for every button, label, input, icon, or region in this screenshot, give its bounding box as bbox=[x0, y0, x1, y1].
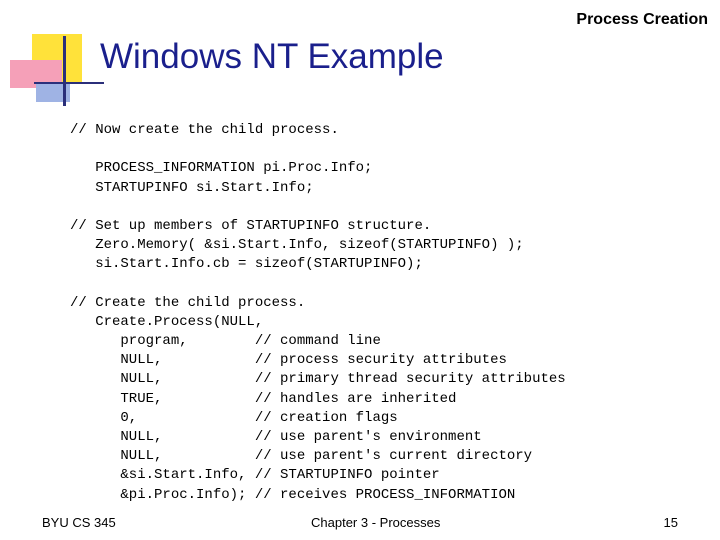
code-line: Zero.Memory( &si.Start.Info, sizeof(STARTUPINFO) ); bbox=[70, 237, 524, 254]
code-line bbox=[70, 275, 566, 294]
code-line: &pi.Proc.Info); // receives PROCESS_INFORMATION bbox=[70, 486, 516, 503]
code-block bbox=[70, 121, 566, 505]
vertical-rule bbox=[63, 36, 66, 106]
code-line: NULL, // use parent's environment bbox=[70, 429, 482, 445]
code-line: NULL, // primary thread security attributes bbox=[70, 371, 566, 388]
code-line: TRUE, // handles are inherited bbox=[70, 390, 457, 407]
code-line: &si.Start.Info, // STARTUPINFO pointer bbox=[70, 467, 440, 484]
horizontal-rule bbox=[34, 82, 104, 84]
slide-title: Windows NT Example bbox=[100, 37, 444, 76]
footer-course: BYU CS 345 bbox=[42, 515, 116, 530]
code-line bbox=[70, 140, 566, 159]
decorative-logo bbox=[0, 0, 110, 110]
code-line bbox=[70, 198, 566, 217]
code-line: // Set up members of STARTUPINFO structure. bbox=[70, 217, 432, 234]
page-number: 15 bbox=[663, 515, 678, 530]
code-line: NULL, // use parent's current directory bbox=[70, 448, 533, 465]
code-line: Create.Process(NULL, bbox=[70, 313, 264, 330]
code-line: program, // command line bbox=[70, 333, 381, 350]
code-line: NULL, // process security attributes bbox=[70, 352, 507, 369]
code-line: PROCESS_INFORMATION pi.Proc.Info; bbox=[70, 160, 373, 177]
code-line: si.Start.Info.cb = sizeof(STARTUPINFO); bbox=[70, 256, 423, 273]
code-line: // Create the child process. bbox=[70, 294, 306, 311]
code-line: // Now create the child process. bbox=[70, 122, 339, 138]
footer-chapter: Chapter 3 - Processes bbox=[311, 515, 441, 530]
section-label: Process Creation bbox=[576, 11, 708, 28]
code-line: STARTUPINFO si.Start.Info; bbox=[70, 179, 314, 196]
code-line: 0, // creation flags bbox=[70, 409, 398, 426]
